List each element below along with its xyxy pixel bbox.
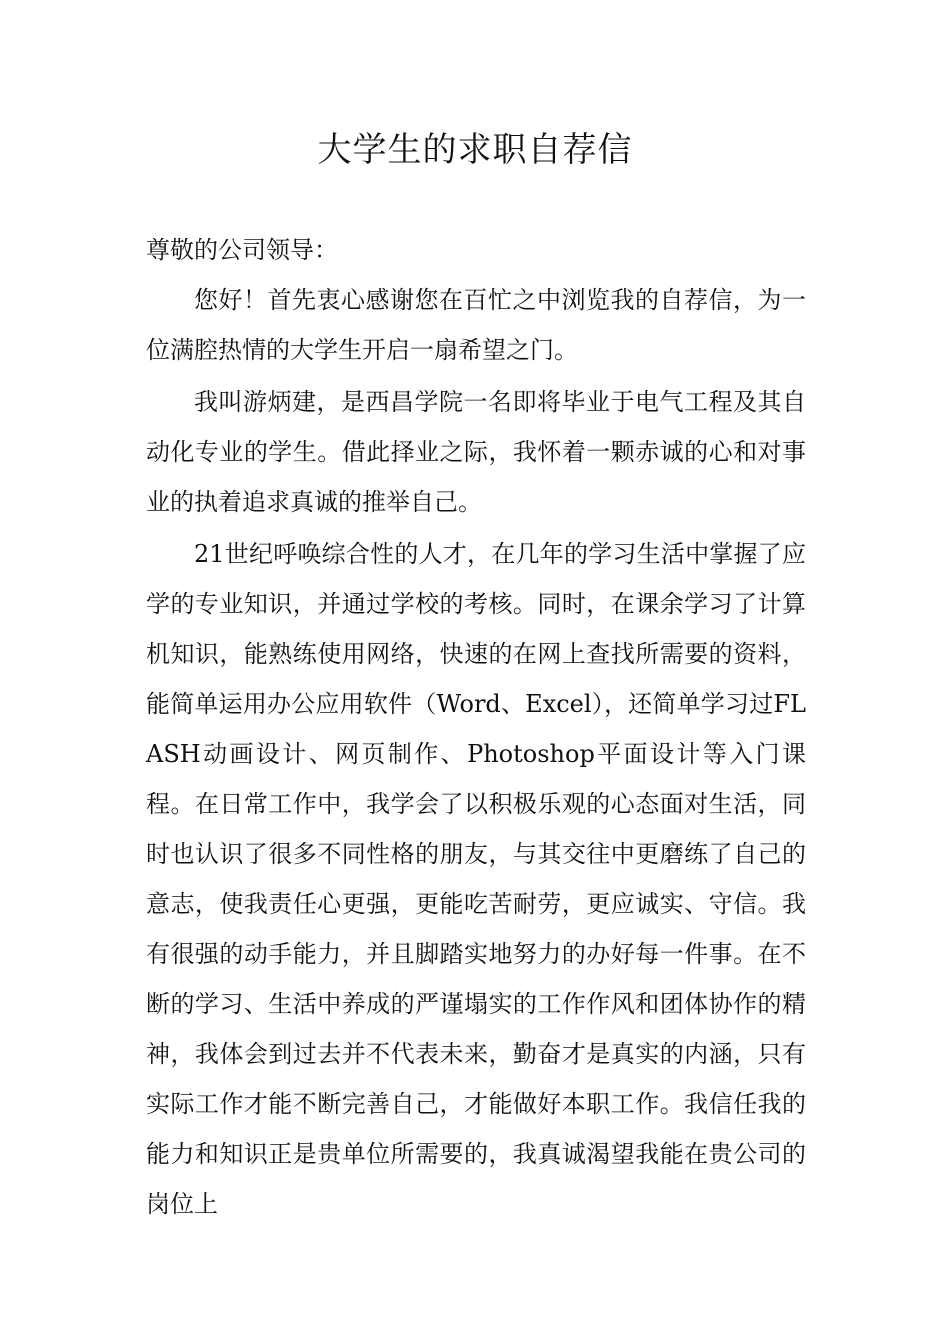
paragraph-introduction: 我叫游炳建，是西昌学院一名即将毕业于电气工程及其自动化专业的学生。借此择业之际，我怀着一颗赤诚的心和对事业的执着追求真诚的推举自己。 xyxy=(146,388,806,516)
salutation: 尊敬的公司领导： xyxy=(146,236,338,264)
document-title: 大学生的求职自荐信 xyxy=(317,130,633,170)
paragraph-greeting: 您好！首先衷心感谢您在百忙之中浏览我的自荐信，为一位满腔热情的大学生开启一扇希望之门。 xyxy=(146,286,806,364)
paragraph-skills: 21世纪呼唤综合性的人才，在几年的学习生活中掌握了应学的专业知识，并通过学校的考核。同时，在课余学习了计算机知识，能熟练使用网络，快速的在网上查找所需要的资料，能简单运用办公应用软件（Word、Excel），还简单学习过FLASH动画设计、网页制作、Photoshop平面设计等入门课程。在日常工作中，我学会了以积极乐观的心态面对生活，同时也认识了很多不同性格的朋友，与其交往中更磨练了自己的意志，使我责任心更强，更能吃苦耐劳，更应诚实、守信。我有很强的动手能力，并且脚踏实地努力的办好每一件事。在不断的学习、生活中养成的严谨塌实的工作作风和团体协作的精神，我体会到过去并不代表未来，勤奋才是真实的内涵，只有实际工作才能不断完善自己，才能做好本职工作。我信任我的能力和知识正是贵单位所需要的，我真诚渴望我能在贵公司的岗位上 xyxy=(146,540,806,1218)
letter-body xyxy=(146,225,806,1229)
